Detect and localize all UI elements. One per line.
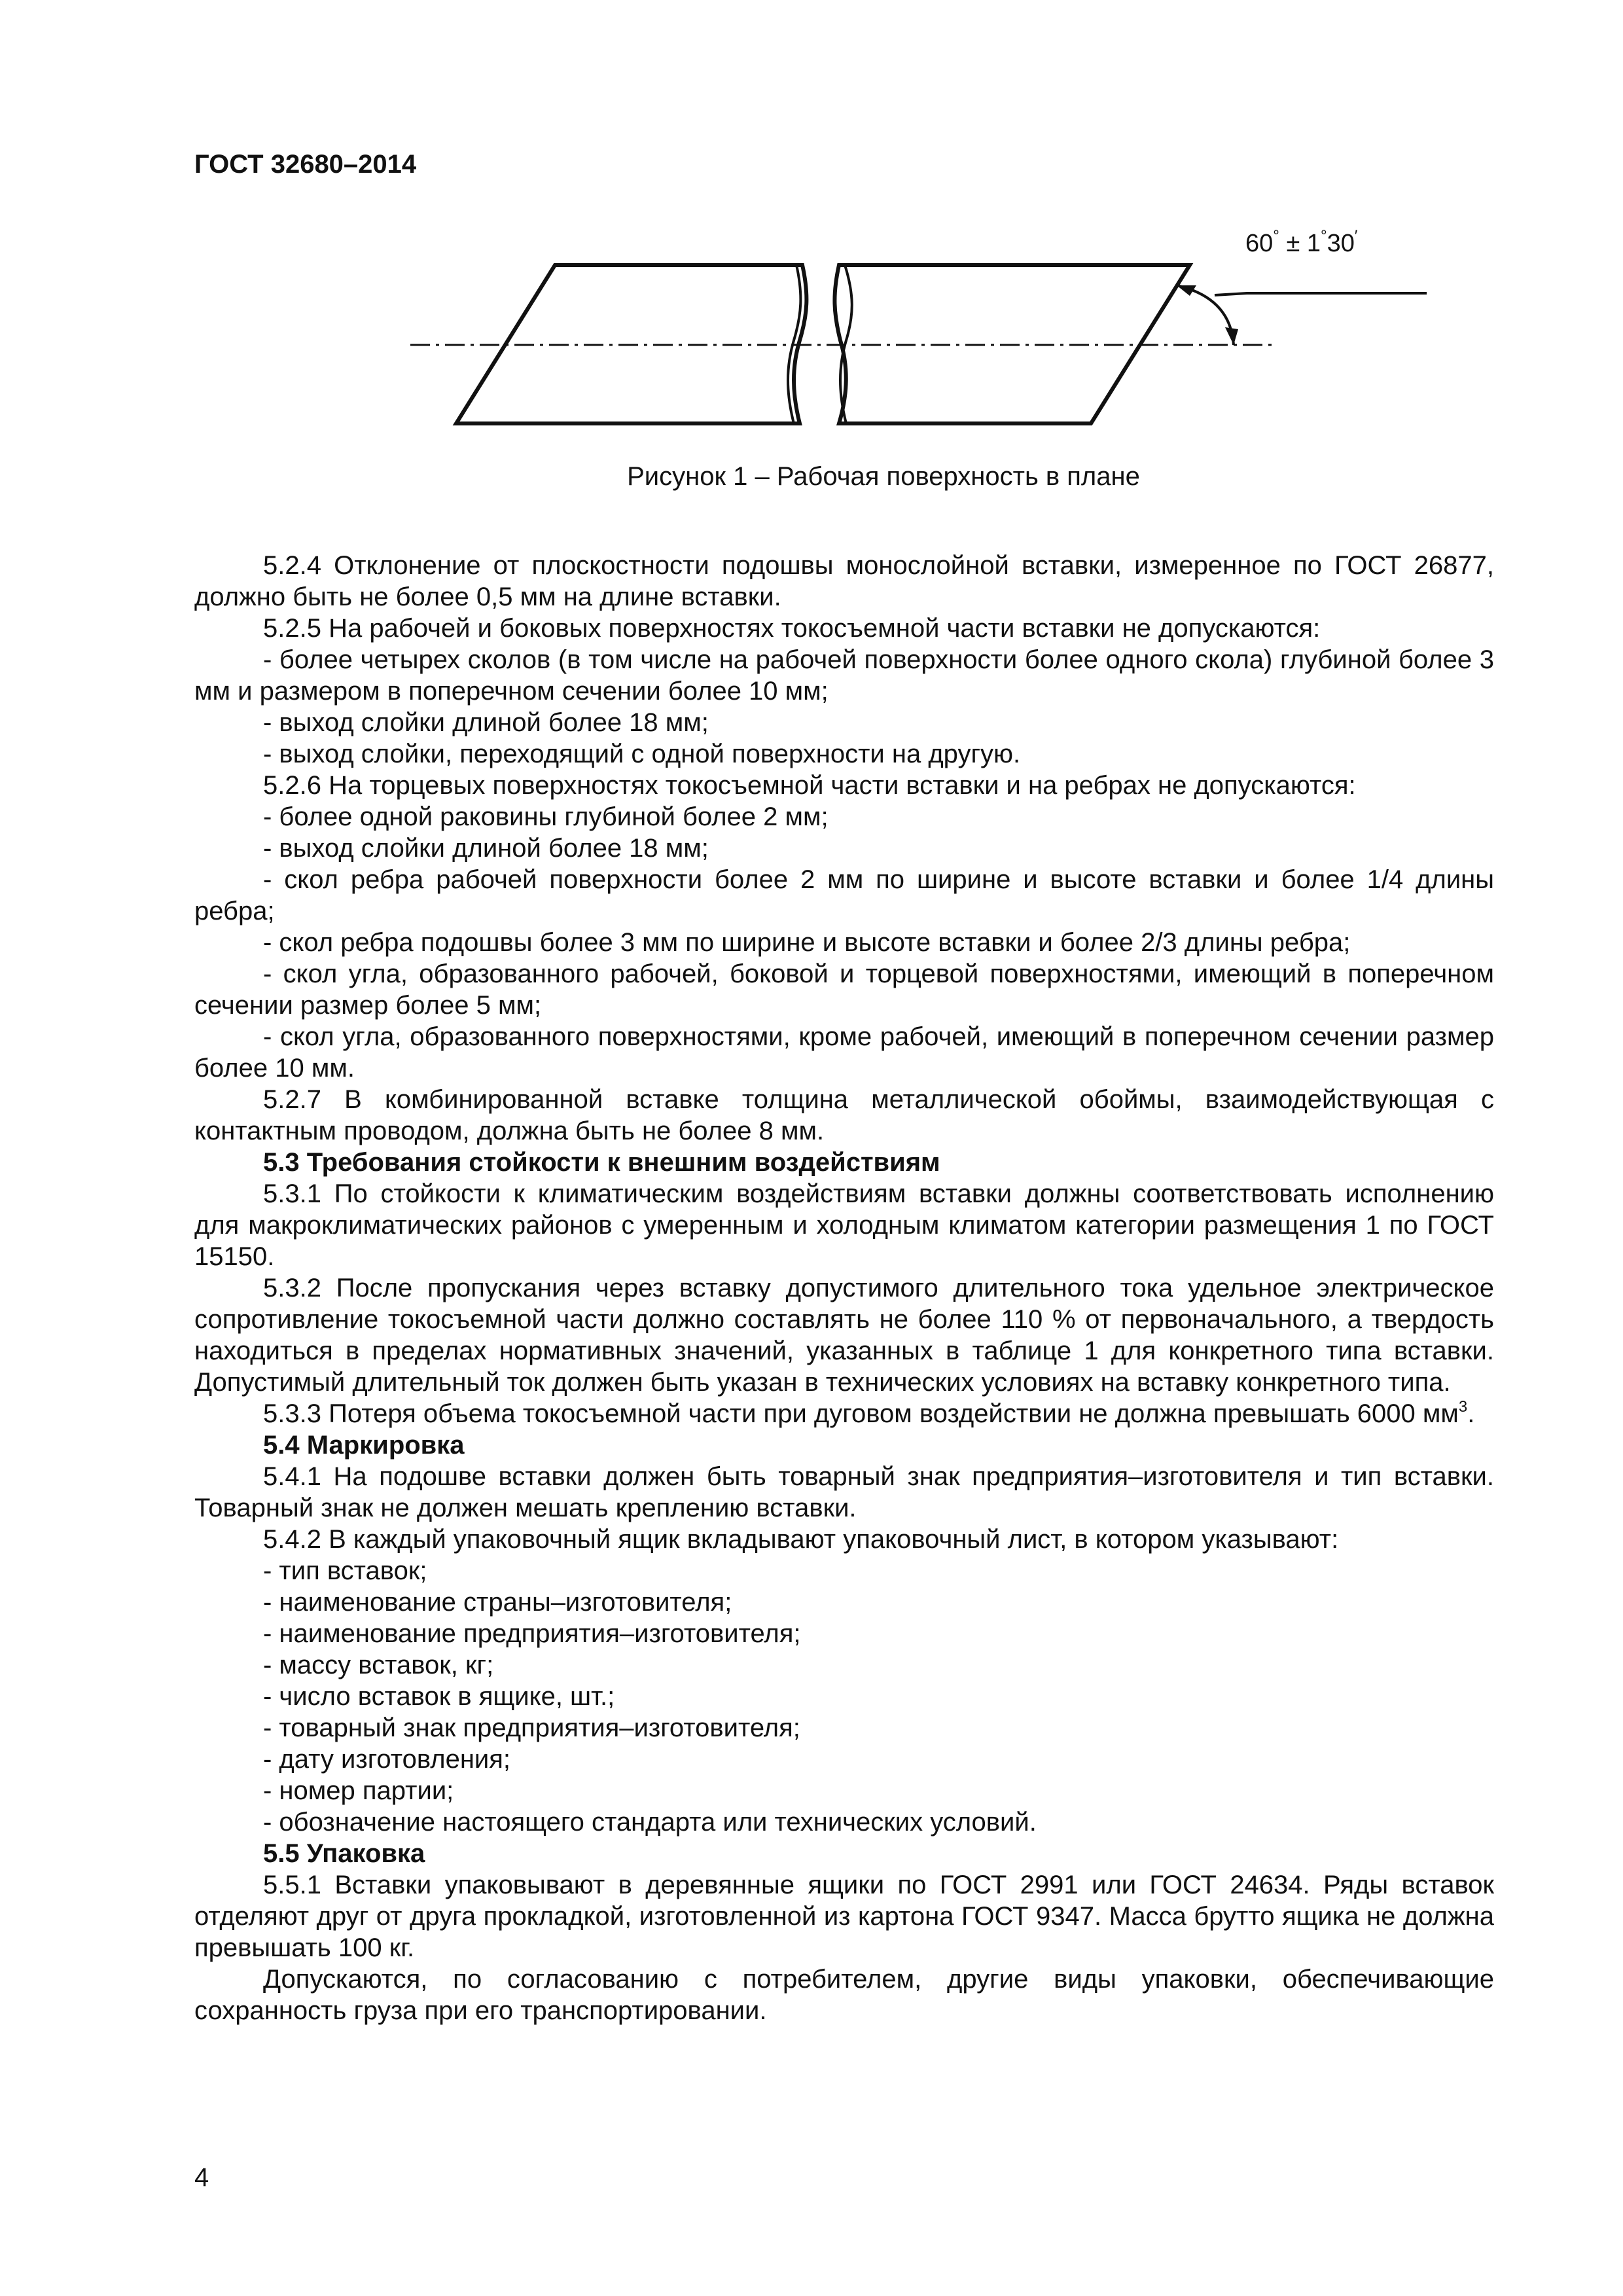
paragraph-5-4-2: 5.4.2 В каждый упаковочный ящик вкладывают упаковочный лист, в котором указывают: — [263, 1525, 1339, 1554]
paragraph-5-2-6: 5.2.6 На торцевых поверхностях токосъемной части вставки и на ребрах не допускаются: — [263, 771, 1356, 800]
list-item: - скол ребра подошвы более 3 мм по ширине и высоте вставки и более 2/3 длины ребра; — [263, 928, 1351, 957]
list-item: - более четырех сколов (в том числе на рабочей поверхности более одного скола) глубиной более 3 мм и размером в поперечном сечении более 10 мм; — [194, 645, 1494, 706]
arrowhead-lower — [1225, 327, 1238, 345]
paragraph-5-3-3 — [194, 1398, 1494, 1429]
paragraph-5-2-7: 5.2.7 В комбинированной вставке толщина металлической обоймы, взаимодействующая с контактным проводом, должна быть не более 8 мм. — [194, 1085, 1494, 1145]
list-item: - наименование предприятия–изготовителя; — [263, 1619, 801, 1648]
figure-caption: Рисунок 1 – Рабочая поверхность в плане — [627, 462, 1140, 491]
body-text — [194, 550, 1494, 2026]
list-item: - скол ребра рабочей поверхности более 2 мм по ширине и высоте вставки и более 1/4 длины ребра; — [194, 865, 1494, 925]
figure-working-surface-plan — [0, 0, 1623, 458]
degree-mark: ° — [1273, 227, 1279, 245]
angle-value: 60 — [1245, 230, 1274, 257]
document-header: ГОСТ 32680–2014 — [194, 150, 417, 179]
list-item: - массу вставок, кг; — [263, 1651, 494, 1679]
list-item: - тип вставок; — [263, 1556, 427, 1585]
list-item: - скол угла, образованного рабочей, боковой и торцевой поверхностями, имеющий в поперечном сечении размер более 5 мм; — [194, 960, 1494, 1020]
leader-line — [1215, 293, 1427, 295]
paragraph-5-2-5: 5.2.5 На рабочей и боковых поверхностях токосъемной части вставки не допускаются: — [263, 614, 1321, 643]
paragraph-5-3-2: 5.3.2 После пропускания через вставку допустимого длительного тока удельное электрическое сопротивление токосъемной части должно составлять не более 110 % от первоначального, а твердость находиться в пределах нормативных значений, указанных в таблице 1 для конкретного типа вставки. Допустимый длительный ток должен быть указан в технических условиях на вставку конкретного типа. — [194, 1274, 1494, 1397]
list-item: - номер партии; — [263, 1776, 454, 1805]
section-heading-5-5: 5.5 Упаковка — [263, 1839, 425, 1868]
list-item: - выход слойки длиной более 18 мм; — [263, 708, 709, 737]
list-item: - товарный знак предприятия–изготовителя; — [263, 1713, 800, 1742]
list-item: - дату изготовления; — [263, 1745, 511, 1774]
angle-plus-minus: ± 1 — [1279, 230, 1321, 257]
paragraph-5-2-4: 5.2.4 Отклонение от плоскостности подошвы монослойной вставки, измеренное по ГОСТ 26877, должно быть не более 0,5 мм на длине вставки. — [194, 551, 1494, 611]
list-item: - наименование страны–изготовителя; — [263, 1588, 732, 1617]
section-heading-5-4: 5.4 Маркировка — [263, 1431, 465, 1460]
list-item: - выход слойки, переходящий с одной поверхности на другую. — [263, 740, 1021, 768]
list-item: - скол угла, образованного поверхностями, кроме рабочей, имеющий в поперечном сечении размер более 10 мм. — [194, 1022, 1494, 1083]
sentence-end: . — [1467, 1399, 1475, 1428]
unit-exponent: 3 — [1458, 1398, 1468, 1416]
list-item: - число вставок в ящике, шт.; — [263, 1682, 615, 1711]
paragraph-5-5-1: 5.5.1 Вставки упаковывают в деревянные ящики по ГОСТ 2991 или ГОСТ 24634. Ряды вставок отделяют друг от друга прокладкой, изготовленной из картона ГОСТ 9347. Масса брутто ящика не должна превышать 100 кг. — [194, 1871, 1494, 1962]
section-heading-5-3: 5.3 Требования стойкости к внешним воздействиям — [263, 1148, 940, 1177]
list-item: - более одной раковины глубиной более 2 мм; — [263, 802, 829, 831]
paragraph-packaging-note: Допускаются, по согласованию с потребителем, другие виды упаковки, обеспечивающие сохранность груза при его транспортировании. — [194, 1965, 1494, 2025]
page-number: 4 — [194, 2163, 209, 2192]
paragraph-5-3-1: 5.3.1 По стойкости к климатическим воздействиям вставки должны соответствовать исполнению для макроклиматических районов с умеренным и холодным климатом категории размещения 1 по ГОСТ 15150. — [194, 1179, 1494, 1271]
paragraph-5-4-1: 5.4.1 На подошве вставки должен быть товарный знак предприятия–изготовителя и тип вставки. Товарный знак не должен мешать креплению вставки. — [194, 1462, 1494, 1522]
list-item: - обозначение настоящего стандарта или технических условий. — [263, 1808, 1037, 1837]
angle-minutes: 30 — [1327, 230, 1355, 257]
paragraph-5-3-3-text: 5.3.3 Потеря объема токосъемной части при дуговом воздействии не должна превышать 6000 мм — [263, 1399, 1459, 1428]
list-item: - выход слойки длиной более 18 мм; — [263, 834, 709, 863]
degree-mark-2: ° — [1321, 227, 1327, 245]
angle-tolerance-label — [1245, 221, 1357, 259]
minute-mark: ′ — [1354, 227, 1358, 245]
